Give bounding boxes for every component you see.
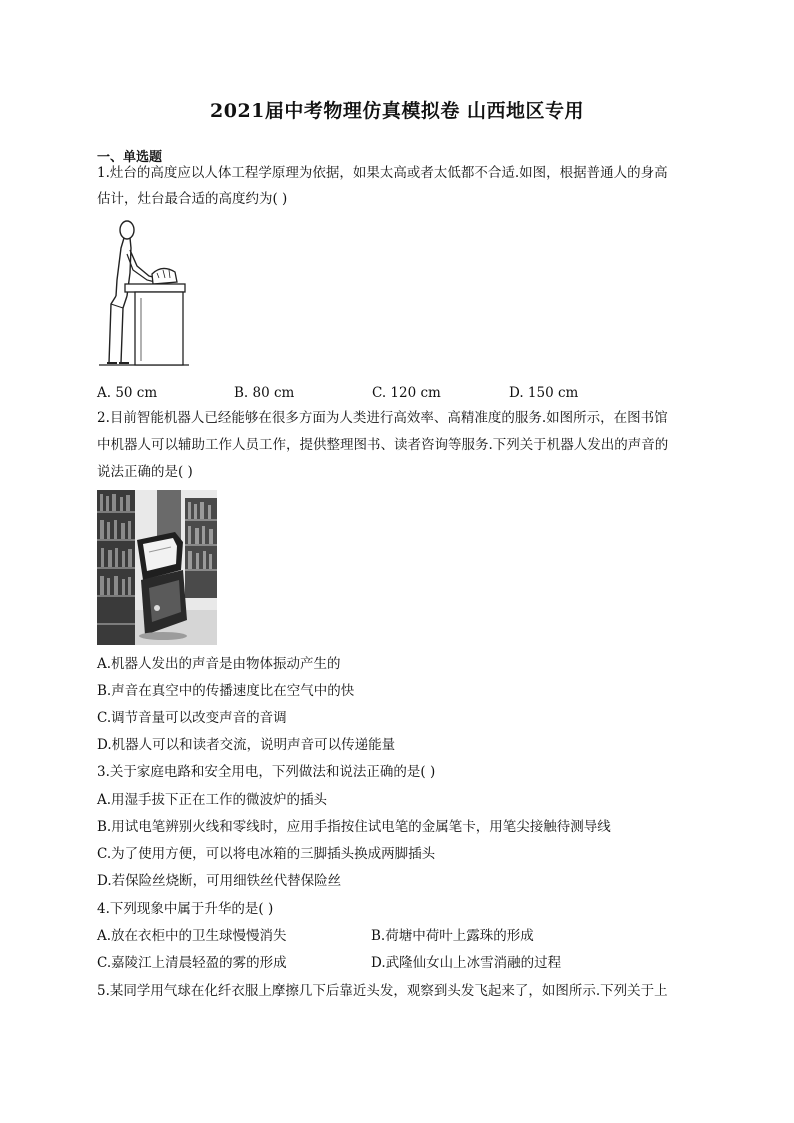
q2-option-a[interactable]: A.机器人发出的声音是由物体振动产生的 [97, 656, 341, 672]
q1-text-line-2: 估计，灶台最合适的高度约为( ) [97, 191, 288, 207]
q4-option-b[interactable]: B.荷塘中荷叶上露珠的形成 [371, 928, 534, 944]
q1-option-d[interactable]: D. 150 cm [509, 385, 579, 401]
q4-option-c[interactable]: C.嘉陵江上清晨轻盈的雾的形成 [97, 955, 287, 971]
q5-text-line-1: 5.某同学用气球在化纤衣服上摩擦几下后靠近头发，观察到头发飞起来了，如图所示.下列关于上 [97, 983, 668, 999]
q3-option-a[interactable]: A.用湿手拔下正在工作的微波炉的插头 [97, 792, 328, 808]
q1-option-a[interactable]: A. 50 cm [97, 385, 158, 401]
q3-text-line-1: 3.关于家庭电路和安全用电，下列做法和说法正确的是( ) [97, 764, 436, 780]
q3-option-d[interactable]: D.若保险丝烧断，可用细铁丝代替保险丝 [97, 873, 342, 889]
q4-text-line-1: 4.下列现象中属于升华的是( ) [97, 901, 274, 917]
q2-option-c[interactable]: C.调节音量可以改变声音的音调 [97, 710, 287, 726]
page-title: 2021届中考物理仿真模拟卷 山西地区专用 [210, 100, 584, 122]
q4-option-d[interactable]: D.武隆仙女山上冰雪消融的过程 [371, 955, 562, 971]
q3-option-c[interactable]: C.为了使用方便，可以将电冰箱的三脚插头换成两脚插头 [97, 846, 436, 862]
q4-options-row-2 [97, 954, 697, 972]
q2-option-d[interactable]: D.机器人可以和读者交流，说明声音可以传递能量 [97, 737, 396, 753]
q2-option-b[interactable]: B.声音在真空中的传播速度比在空气中的快 [97, 683, 355, 699]
q4-options-row-1 [97, 927, 697, 945]
q1-option-c[interactable]: C. 120 cm [372, 385, 441, 401]
q4-option-a[interactable]: A.放在衣柜中的卫生球慢慢消失 [97, 928, 287, 944]
q2-text-line-3: 说法正确的是( ) [97, 464, 193, 480]
q1-options [97, 384, 697, 402]
section-heading: 一、单选题 [97, 150, 163, 165]
stove-height-figure [97, 218, 192, 368]
q1-text-line-1: 1.灶台的高度应以人体工程学原理为依据，如果太高或者太低都不合适.如图，根据普通人的身高 [97, 165, 668, 181]
library-robot-photo [97, 490, 217, 645]
q2-text-line-1: 2.目前智能机器人已经能够在很多方面为人类进行高效率、高精准度的服务.如图所示，在图书馆 [97, 410, 668, 426]
q2-text-line-2: 中机器人可以辅助工作人员工作，提供整理图书、读者咨询等服务.下列关于机器人发出的声音的 [97, 437, 669, 453]
q3-option-b[interactable]: B.用试电笔辨别火线和零线时，应用手指按住试电笔的金属笔卡，用笔尖接触待测导线 [97, 819, 611, 835]
q1-option-b[interactable]: B. 80 cm [234, 385, 295, 401]
